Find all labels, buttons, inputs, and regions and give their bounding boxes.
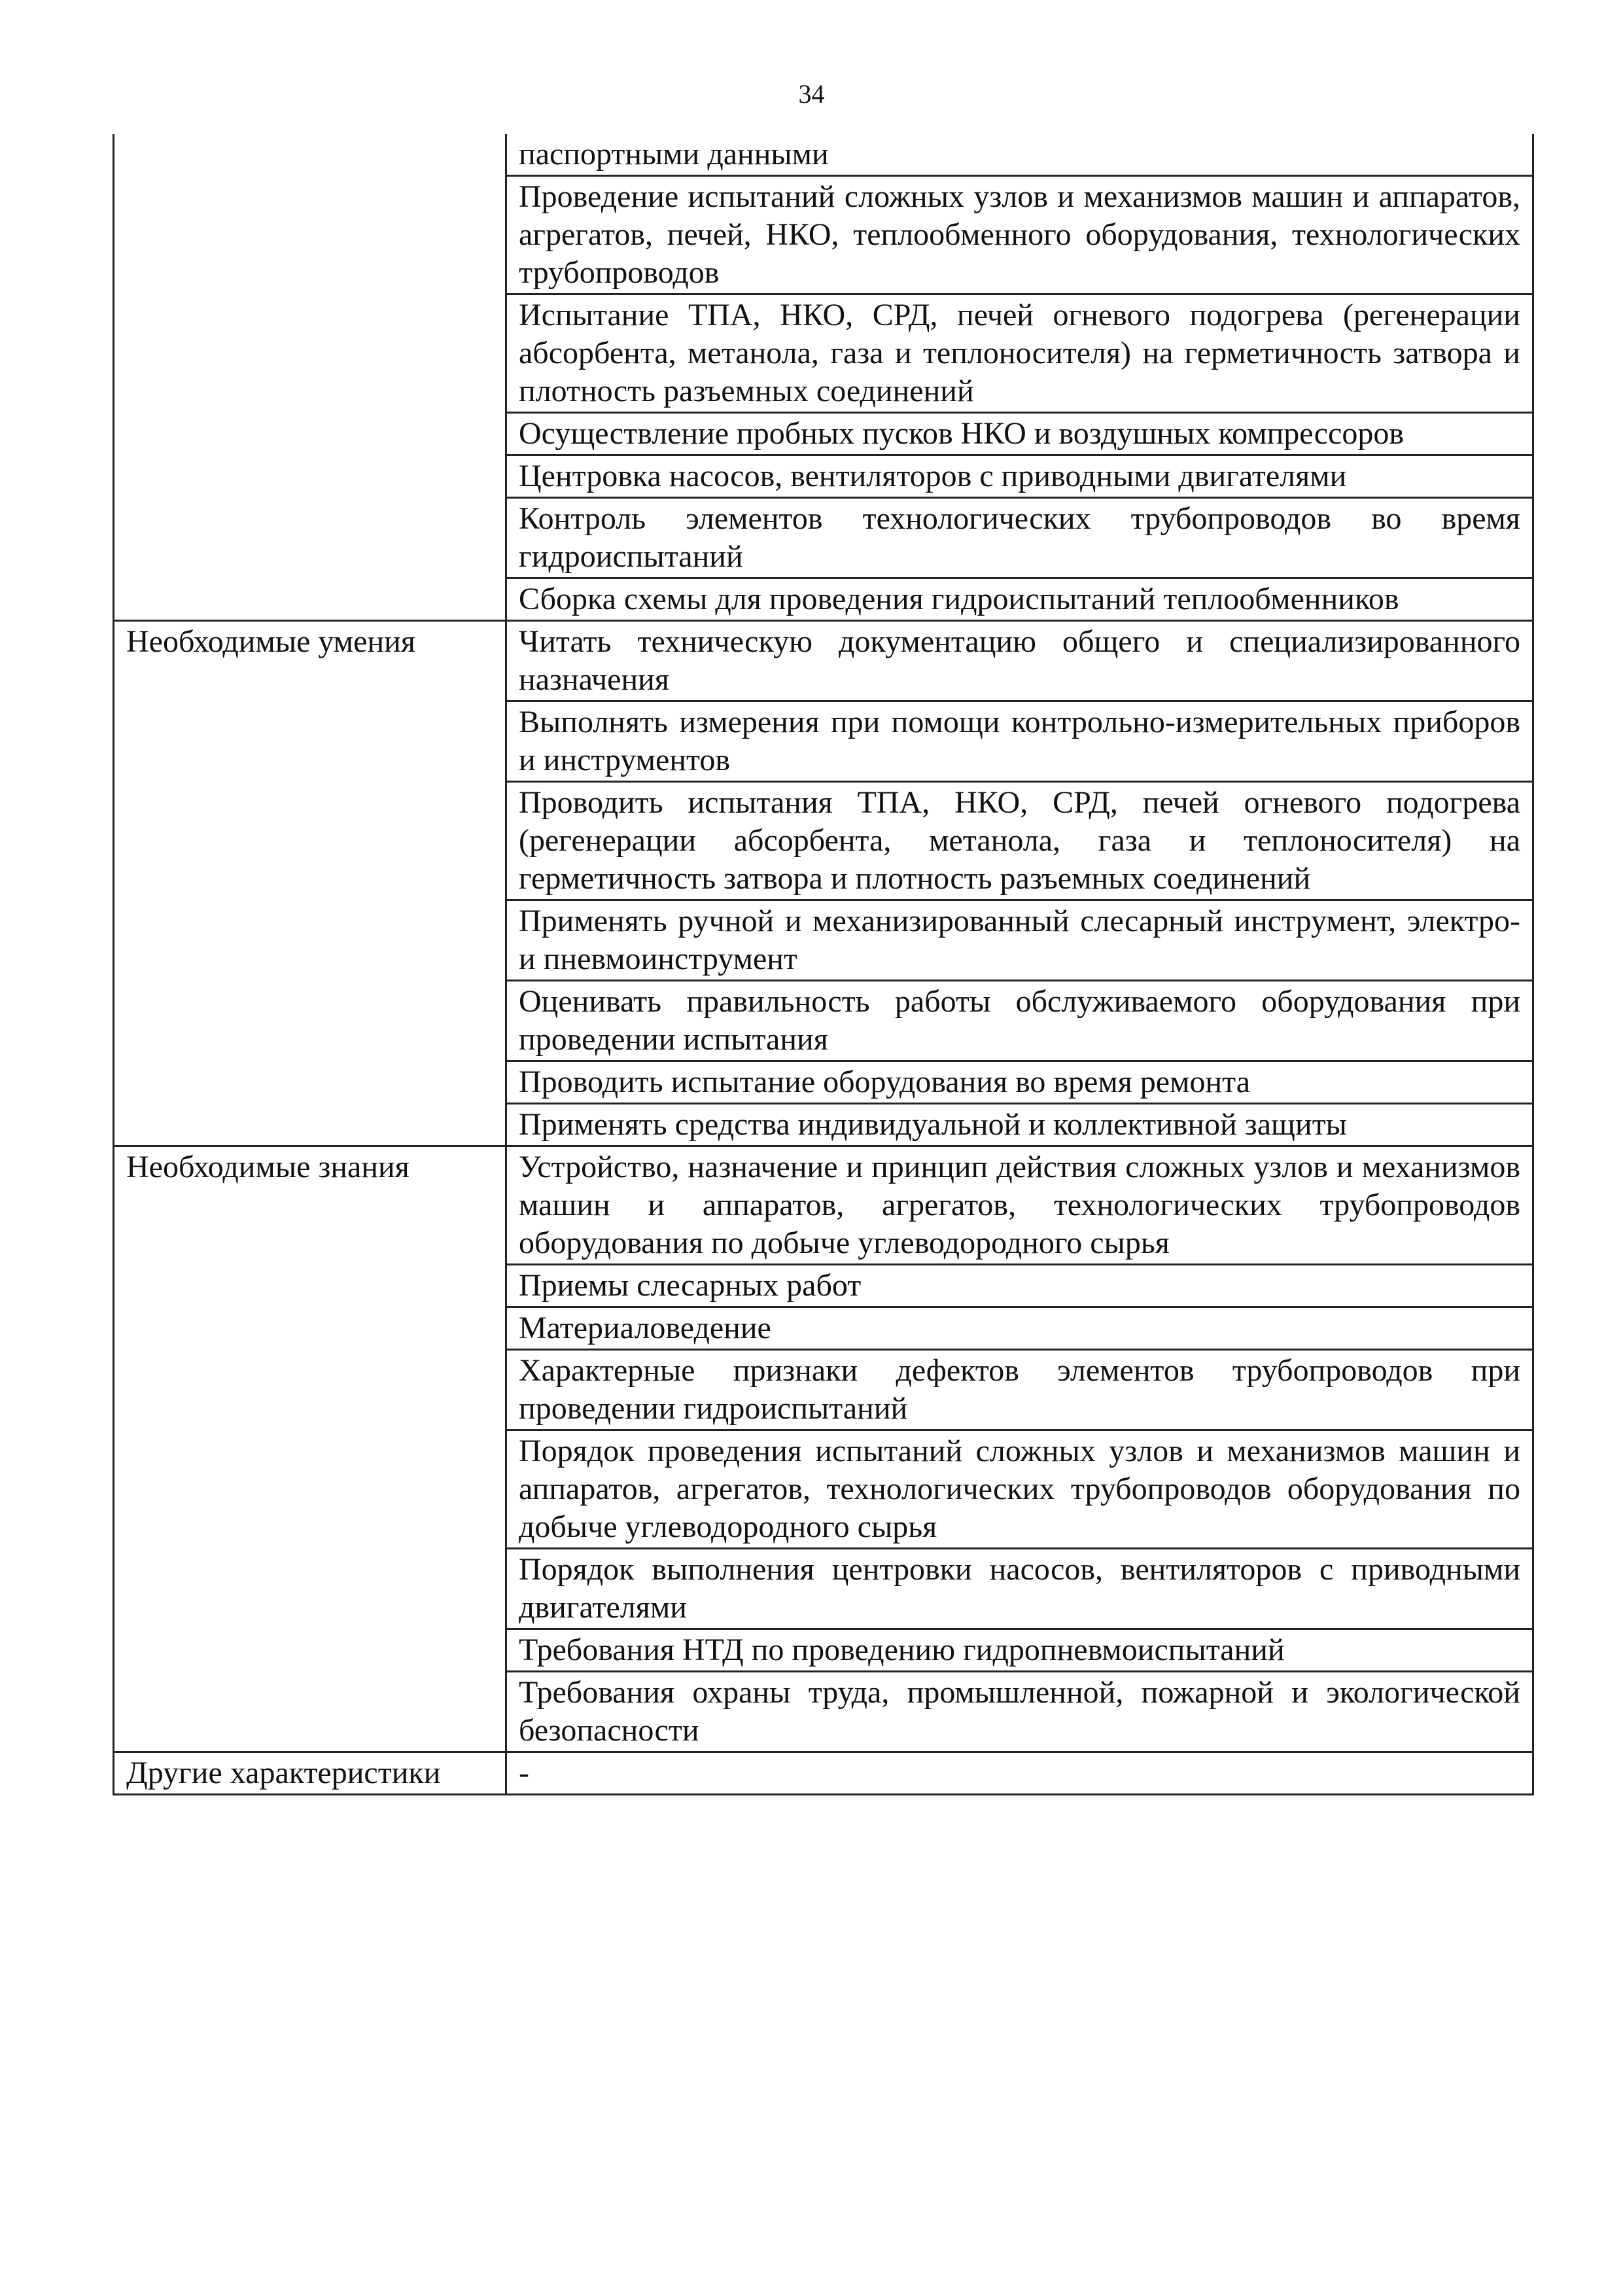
table-row [114,1146,1533,1265]
requirement-item: Проведение испытаний сложных узлов и механизмов машин и аппаратов, агрегатов, печей, НКО, теплообменного оборудования, технологических трубопроводов [506,176,1533,294]
table-row [114,134,1533,176]
requirement-item: Применять средства индивидуальной и коллективной защиты [506,1104,1533,1146]
requirement-item: Требования охраны труда, промышленной, пожарной и экологической безопасности [506,1672,1533,1752]
requirement-item: Испытание ТПА, НКО, СРД, печей огневого подогрева (регенерации абсорбента, метанола, газа и теплоносителя) на герметичность затвора и плотность разъемных соединений [506,294,1533,413]
requirement-item: Устройство, назначение и принцип действия сложных узлов и механизмов машин и аппаратов, агрегатов, технологических трубопроводов оборудования по добыче углеводородного сырья [506,1146,1533,1265]
requirement-item: Контроль элементов технологических трубопроводов во время гидроиспытаний [506,498,1533,578]
requirement-item: паспортными данными [506,134,1533,176]
requirement-item: Проводить испытание оборудования во время ремонта [506,1061,1533,1104]
requirement-item: Порядок выполнения центровки насосов, вентиляторов с приводными двигателями [506,1549,1533,1629]
requirement-item: Центровка насосов, вентиляторов с приводными двигателями [506,455,1533,498]
requirement-item: Порядок проведения испытаний сложных узлов и механизмов машин и аппаратов, агрегатов, технологических трубопроводов оборудования по добыче углеводородного сырья [506,1430,1533,1549]
requirement-item: Оценивать правильность работы обслуживаемого оборудования при проведении испытания [506,981,1533,1061]
requirement-item: Приемы слесарных работ [506,1265,1533,1307]
requirement-item: Сборка схемы для проведения гидроиспытаний теплообменников [506,578,1533,621]
requirement-item: - [506,1752,1533,1795]
competency-table [113,134,1534,1795]
section-label: Необходимые знания [114,1146,506,1752]
requirement-item: Выполнять измерения при помощи контрольно-измерительных приборов и инструментов [506,701,1533,782]
page-number: 34 [798,79,825,109]
requirement-item: Требования НТД по проведению гидропневмоиспытаний [506,1629,1533,1672]
requirement-item: Проводить испытания ТПА, НКО, СРД, печей огневого подогрева (регенерации абсорбента, метанола, газа и теплоносителя) на герметичность затвора и плотность разъемных соединений [506,782,1533,900]
requirement-item: Применять ручной и механизированный слесарный инструмент, электро- и пневмоинструмент [506,900,1533,981]
requirement-item: Характерные признаки дефектов элементов трубопроводов при проведении гидроиспытаний [506,1350,1533,1430]
table-body [114,134,1533,1795]
table-row [114,621,1533,701]
section-label: Необходимые умения [114,621,506,1146]
section-label [114,134,506,621]
requirement-item: Осуществление пробных пусков НКО и воздушных компрессоров [506,413,1533,455]
requirement-item: Читать техническую документацию общего и специализированного назначения [506,621,1533,701]
requirement-item: Материаловедение [506,1307,1533,1350]
table-row [114,1752,1533,1795]
section-label: Другие характеристики [114,1752,506,1795]
